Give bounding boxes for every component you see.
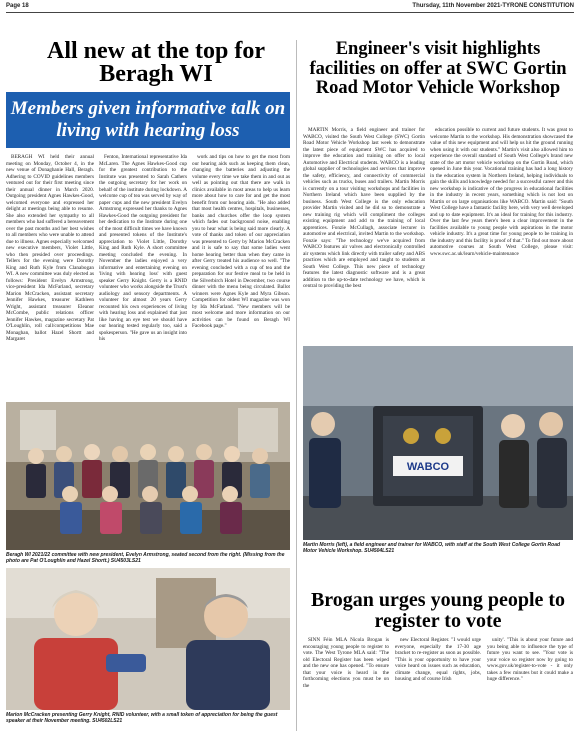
beragh-column-1 <box>6 154 94 344</box>
beragh-headline: All new at the top for Beragh WI <box>47 38 265 87</box>
top-rule <box>6 12 574 13</box>
column-divider <box>296 40 297 731</box>
beragh-column-3 <box>192 154 290 331</box>
brogan-column-2 <box>395 637 481 684</box>
brogan-col2-text: new Electoral Register. "I would urge everyone, especially the 17-30 age bracket to re-register as soon as possible. "This is your opportunity to have your voice heard on issues such as education, climate change, equal rights, jobs, housing and of course Irish <box>395 637 481 682</box>
beragh-col1-text: BERAGH WI held their annual meeting on Monday, October 4, in the new venue of Donaghanie Hall, Beragh. Adhering to COVID guidelines members ventured out for their first meeting since their annual dinner in March 2020. Outgoing president Agnes Hawkes-Good, welcomed everyone and expressed her delight at meetings being able to resume. She also extended her sympathy to all members who had suffered a bereavement over the past months and her best wishes to all members who were unable to attend due to illness. Agnes especially welcomed new executive members, Violet Little, who then presided over proceedings. Tellers for the evening were Dorothy King and Ruth Kyle from Clanabogan WI. A new committee was duly elected as follows: President Evelyn Armstrong, vice-president Ida McFarland, secretary Marion McCracken, assistant secretary Jennifer Hawkes, treasurer Kathleen Wright, assistant treasurer Eleanor McCombe, public relations officer Jennifer Hawkes, magazine secretary Pat O'Loughlin, roll call/competitions Mae Monaghan, ballot Hazel Shortt and Margaret <box>6 154 94 342</box>
brogan-column-3 <box>487 637 573 684</box>
brogan-col3-text: unity'. "This is about your future and you being able to influence the type of future you want to see. "Your vote is your voice so register now by going to www.gov.uk/register-to-vote - it only takes a few minutes but it could make a huge difference." <box>487 637 573 682</box>
brogan-column-1 <box>303 637 389 690</box>
presentation-photo <box>6 568 290 710</box>
beragh-col3-text: work and tips on how to get the most from our hearing aids such as keeping them clean, changing the batteries and adjusting the volume every time we take them in and out as well as pointing out that there are walk in clinics available in most areas to help us learn more about how to care for and get the most benefit from our hearing aids. "He also added that most health centres, hospitals, businesses, banks and churches offer the loop system which fades out background noise, enabling you to hear what is being said more clearly. A vote of thanks and token of our appreciation was presented to Gerry by Marion McCracken and it is safe to say that some ladies went home hearing better than when they came in after Gerry treated his audience so well. "The evening concluded with a cup of tea and the preparation for our festive meal to be held in the Silverbirch Hotel in December, two course dinner with the menu being circulated. Ballot winners were Agnes Kyle and Myra Gibson. Competition for oldest WI magazine was won by Ida McFarland. "New members will be most welcome and more information on our activities can be found on Beragh WI Facebook page." <box>192 154 290 329</box>
swc-column-2 <box>430 127 573 258</box>
brogan-col1-text: SINN Féin MLA Nicola Brogan is encouraging young people to register to vote. The West Tyrone MLA said: "The old Electoral Register has been wiped and the new one has opened. "To ensure that your voice is heard in the forthcoming elections you must be on the <box>303 637 389 689</box>
page-number: Page 18 <box>6 3 29 9</box>
beragh-strapline: Members given informative talk on living with hearing loss <box>6 92 290 148</box>
swc-headline: Engineer's visit highlights facilities on offer at SWC Gortin Road Motor Vehicle Workshop <box>309 39 567 98</box>
presentation-illustration <box>6 568 290 710</box>
beragh-column-2 <box>99 154 187 344</box>
swc-column-1 <box>303 127 425 291</box>
wi-committee-illustration <box>6 402 290 550</box>
wi-committee-photo <box>6 402 290 550</box>
wi-committee-caption: Beragh WI 2021/22 committee with new president, Evelyn Armstrong, seated second from the right. (Missing from the photo are Pat O'Loughlin and Hazel Shortt.) SU4503LS21 <box>6 552 285 564</box>
date-line: Thursday, 11th November 2021-TYRONE CONSTITUTION <box>412 3 574 9</box>
swc-col1-text: MARTIN Morris, a field engineer and trainer for WABCO, visited the South West College (SWC) Gortin Road Motor Vehicle Workshop last week to demonstrate the latest piece of equipment SWC has acquired to improve the education and training on offer to local Automotive and Electrical students. WABCO is a leading global supplier of technologies and services that improve the safety, efficiency, and connectivity of commercial vehicles such as trucks, buses and trailers. Martin Morris is currently on a tour visiting workshops and facilities in Northern Ireland which have been supplied by the business. South West College is the only education provider Martin visited and he did so to demonstrate a new training rig which will compliment the colleges existing equipment and add to the training of local apprentices. Fonzie McCullagh, associate lecturer in automotive and electrical, invited Martin to the workshop. Fonzie says: "The technology we've acquired from WABCO features air valves and electronically controlled air systems which link directly with trailer safety and ABS practices which are employed and taught to students at South West College. This new piece of technology features the latest diagnostic software and is a great addition to the up-to-date technology we have, which is central to providing the best <box>303 127 425 289</box>
workshop-caption: Martin Morris (left), a field engineer and trainer for WABCO, with staff at the South West College Gortin Road Motor Vehicle Workshop. SU4504LS21 <box>303 542 561 554</box>
beragh-col2-text: Fenton, International representative Ida McLaren. The Agnes Hawkes-Good cup for the greatest contribution to the Institute was presented to Sarah Cathers the outgoing secretary for her work on behalf of the institute during lockdown. A welcome cup of tea was served by way of paper cups and the new president Evelyn Armstrong expressed her thanks to Agnes Hawkes-Good the outgoing president for her dedication to the Institute during one of the most difficult times we have known and presented tokens of the Institute's appreciation to Violet Little, Dorothy King and Ruth Kyle. A short committee meeting concluded the evening. In November the ladies enjoyed a very informative and entertaining evening on 'living with hearing loss' with guest speaker Gerry Knight. Gerry is a RNID volunteer who works alongside the Trust's audiology and sensory departments. A volunteer for almost 20 years Gerry recounted his own experiences of living with hearing loss and explained that just like having an eye test we should have our hearing tested regularly too, said a spokesperson. "He gave us an insight into his <box>99 154 187 342</box>
wabco-rig-label: WABCO <box>406 461 450 473</box>
swc-col2-text: education possible to current and future students. It was great to welcome Martin to the workshop. His demonstration showcased the value of this new equipment and will help us hit the ground running when using it with our students." Martin's visit also allowed him to experience the overall standard of South West College's brand new state of the art motor vehicle workshop on the Gortin Road, which opened in June this year. Vocational training has had a long history in the education system in Northern Ireland, helping individuals to gain the skills and knowledge needed for a successful career and this new workshop is indicative of the progress in educational facilities in the industry in recent years, something which is not lost on Martin or on large organisations like WABCO. Martin said: "South West College have a fantastic facility here, with very well developed and up to date equipment. It's an ideal for training for this industry. Over the last few years there's been a clear improvement in the facilities available to young people with aspirations in the motor vehicle industry. It's a great time for young people to be training in the industry and this facility is proof of that." To find out more about automotive courses at South West College, please visit: www.swc.ac.uk/learn/vehicle-maintenance <box>430 127 573 257</box>
presentation-caption: Marion McCracken presenting Gerry Knight, RNID volunteer, with a small token of appreciation for being the guest speaker at their November meeting. SU4502LS21 <box>6 712 278 724</box>
workshop-illustration <box>303 346 573 540</box>
workshop-photo <box>303 346 573 540</box>
brogan-headline: Brogan urges young people to register to vote <box>310 589 566 632</box>
